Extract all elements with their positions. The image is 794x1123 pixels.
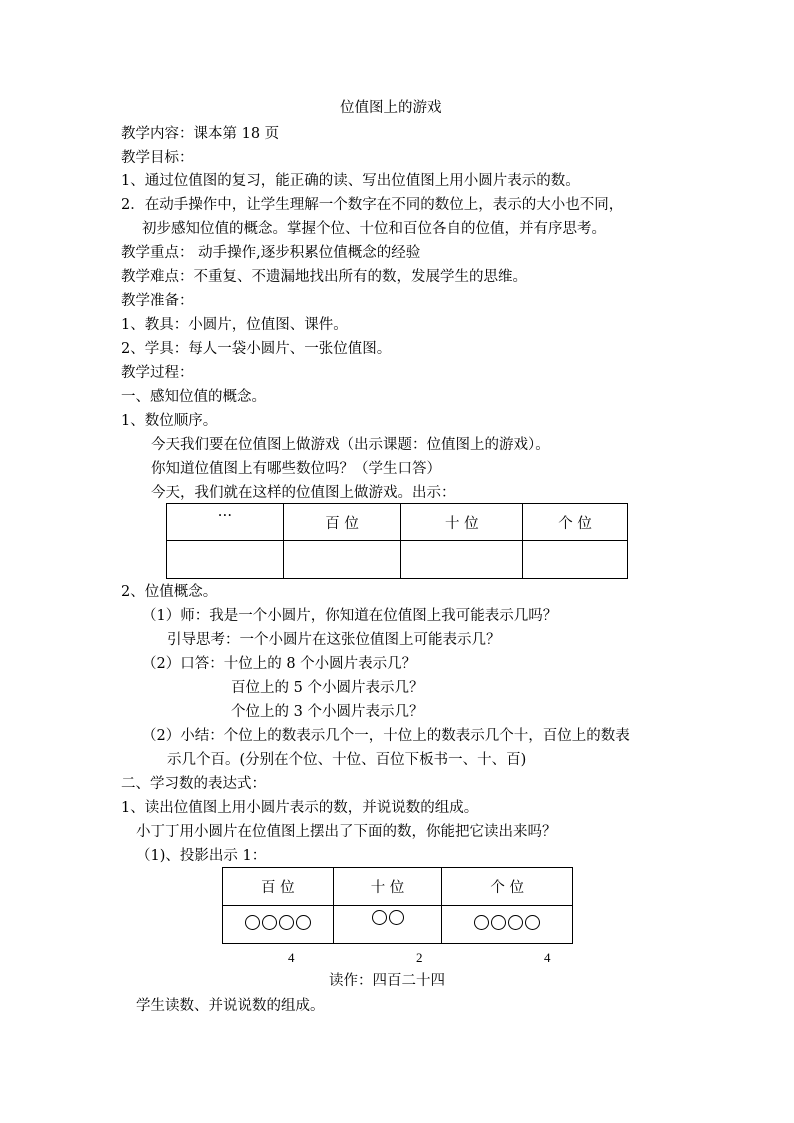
text-line: 教学过程： [121, 365, 194, 381]
counter-circle [372, 910, 387, 925]
table-cell [283, 541, 401, 579]
text-line: 引导思考：一个小圆片在这张位值图上可能表示几？ [167, 632, 501, 648]
text-line: 示几个百。(分别在个位、十位、百位下板书一、十、百) [167, 752, 527, 768]
digit-label-tens: 2 [416, 950, 423, 965]
text-line: 1、数位顺序。 [121, 413, 218, 429]
text-line: 2、学具：每人一袋小圆片、一张位值图。 [121, 341, 392, 357]
text-line: 1、通过位值图的复习，能正确的读、写出位值图上用小圆片表示的数。 [121, 173, 580, 189]
text-line: 你知道位值图上有哪些数位吗？（学生口答） [151, 461, 441, 477]
text-line: 初步感知位值的概念。掌握个位、十位和百位各自的位值，并有序思考。 [142, 221, 606, 237]
circle-cell-ones [442, 906, 573, 944]
digit-label-ones: 4 [544, 950, 551, 965]
place-value-table-blank [166, 503, 628, 579]
counter-circle [245, 915, 260, 930]
place-value-table-example [222, 867, 573, 944]
text-line: 教学目标： [121, 150, 194, 166]
text-line: 2、位值概念。 [121, 584, 218, 600]
text-line: 1、读出位值图上用小圆片表示的数，并说说数的组成。 [121, 800, 479, 816]
counter-circle [474, 915, 489, 930]
counter-circle [491, 915, 506, 930]
text-line: 读作：四百二十四 [329, 973, 445, 989]
digit-label-hundreds: 4 [288, 950, 295, 965]
page-title: 位值图上的游戏 [340, 100, 442, 116]
text-line: 二、学习数的表达式： [121, 776, 266, 792]
text-line: 今天我们要在位值图上做游戏（出示课题：位值图上的游戏）。 [151, 437, 550, 453]
text-line: 2．在动手操作中，让学生理解一个数字在不同的数位上，表示的大小也不同， [121, 197, 624, 213]
circle-cell-hundreds [223, 906, 334, 944]
counter-circle [279, 915, 294, 930]
counter-circle [525, 915, 540, 930]
table-cell [167, 541, 284, 579]
text-line: 教学准备： [121, 293, 194, 309]
table-header-cell: 百 位 [223, 868, 334, 906]
text-line: （1）师：我是一个小圆片，你知道在位值图上我可能表示几吗？ [142, 608, 558, 624]
table-header-cell: 个 位 [523, 504, 628, 541]
text-line: 教学重点： 动手操作,逐步积累位值概念的经验 [121, 245, 421, 261]
table-header-cell: … [167, 504, 284, 541]
counter-circle [262, 915, 277, 930]
text-line: 一、感知位值的概念。 [121, 389, 266, 405]
text-line: 小丁丁用小圆片在位值图上摆出了下面的数，你能把它读出来吗？ [136, 824, 557, 840]
text-line: （2）小结：个位上的数表示几个一，十位上的数表示几个十，百位上的数表 [142, 728, 630, 744]
counter-circle [508, 915, 523, 930]
text-line: （1)、投影出示 1： [136, 848, 267, 864]
table-cell [401, 541, 523, 579]
counter-circle [296, 915, 311, 930]
table-cell [523, 541, 628, 579]
table-header-cell: 百 位 [283, 504, 401, 541]
text-line: 今天，我们就在这样的位值图上做游戏。出示： [151, 485, 456, 501]
circle-cell-tens [333, 906, 442, 944]
text-line: 1、教具：小圆片，位值图、课件。 [121, 317, 348, 333]
text-line: 教学难点：不重复、不遗漏地找出所有的数，发展学生的思维。 [121, 269, 527, 285]
table-header-cell: 十 位 [401, 504, 523, 541]
text-line: 个位上的 3 个小圆片表示几？ [231, 704, 424, 720]
table-header-cell: 个 位 [442, 868, 573, 906]
text-line: 学生读数、并说说数的组成。 [136, 998, 325, 1014]
text-line: 百位上的 5 个小圆片表示几？ [231, 680, 424, 696]
text-line: 教学内容：课本第 18 页 [121, 126, 280, 142]
counter-circle [389, 910, 404, 925]
table-header-cell: 十 位 [333, 868, 442, 906]
text-line: （2）口答：十位上的 8 个小圆片表示几？ [142, 656, 417, 672]
